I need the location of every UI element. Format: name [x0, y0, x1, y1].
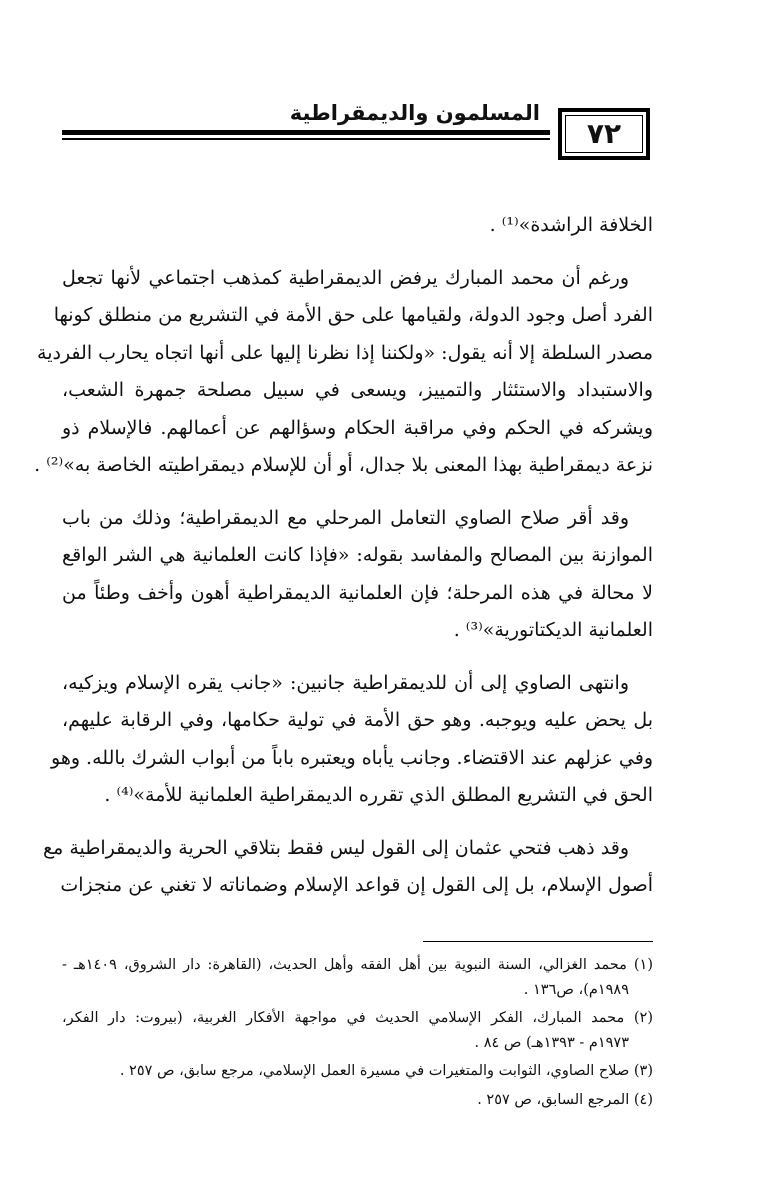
body-line: مصدر السلطة إلا أنه يقول: «ولكننا إذا نظرنا إليها على أنها اتجاه يحارب الفردية — [37, 341, 653, 364]
body-line: والاستبداد والاستئثار والتمييز، ويسعى في سبيل مصلحة جمهرة الشعب، — [62, 379, 653, 401]
body-line: وانتهى الصاوي إلى أن للديمقراطية جانبين: «جانب يقره الإسلام ويزكيه، — [62, 671, 629, 694]
footnote-line: (٢) محمد المبارك، الفكر الإسلامي الحديث في مواجهة الأفكار الغربية، (بيروت: دار الفكر، — [62, 1010, 653, 1026]
body-line: الحق في التشريع المطلق الذي تقرره الديمقراطية العلمانية للأمة»⁽⁴⁾ . — [104, 784, 653, 806]
footnotes — [62, 953, 653, 1112]
page-header — [62, 96, 650, 166]
running-title: المسلمون والديمقراطية — [289, 101, 540, 125]
page-number: ٧٢ — [586, 117, 622, 150]
page-number-box — [558, 108, 650, 160]
body-line: بل يحض عليه ويوجبه. وهو حق الأمة في تولية حكامها، وفي الرقابة عليهم، — [62, 709, 653, 731]
body-line: لا محالة في هذه المرحلة؛ فإن العلمانية الديمقراطية أهون وأخف وطئاً من — [62, 581, 653, 604]
footnote-line: ١٩٨٩م)، ص١٣٦ . — [523, 981, 629, 998]
body-line: العلمانية الديكتاتورية»⁽³⁾ . — [453, 619, 653, 641]
body-line: وفي عزلهم عند الاقتضاء. وجانب يأباه ويعتبره باباً من أبواب الشرك بالله. وهو — [51, 746, 653, 769]
footnote-line: (١) محمد الغزالي، السنة النبوية بين أهل الفقه وأهل الحديث، (القاهرة: دار الشروق، ١٤٠٩هـ - — [62, 957, 653, 973]
body-line: ويشركه في الحكم وفي مراقبة الحكام وسؤالهم عن أعمالهم. فالإسلام ذو — [62, 416, 653, 439]
body-line: وقد أقر صلاح الصاوي التعامل المرحلي مع الديمقراطية؛ وذلك من باب — [62, 506, 629, 529]
body-line: الفرد أصل وجود الدولة، ولقيامها على حق الأمة في التشريع من منطلق كونها — [53, 304, 653, 326]
body-line: الخلافة الراشدة»⁽¹⁾ . — [489, 214, 653, 236]
body-text — [34, 207, 653, 905]
body-line: أصول الإسلام، بل إلى القول إن قواعد الإسلام وضماناته لا تغني عن منجزات — [60, 874, 653, 896]
body-line: ورغم أن محمد المبارك يرفض الديمقراطية كمذهب اجتماعي لأنها تجعل — [62, 266, 629, 289]
footnote-line: (٤) المرجع السابق، ص ٢٥٧ . — [477, 1091, 653, 1108]
body-line: الموازنة بين المصالح والمفاسد بقوله: «فإذا كانت العلمانية هي الشر الواقع — [62, 544, 653, 566]
header-rule-thin — [62, 138, 550, 140]
footnote-separator — [423, 941, 653, 942]
footnote-line: ١٩٧٣م - ١٣٩٣هـ) ص ٨٤ . — [474, 1034, 629, 1051]
footnote-line: (٣) صلاح الصاوي، الثوابت والمتغيرات في مسيرة العمل الإسلامي، مرجع سابق، ص ٢٥٧ . — [119, 1063, 653, 1079]
header-rule-thick — [62, 130, 550, 135]
body-line: نزعة ديمقراطية بهذا المعنى بلا جدال، أو أن للإسلام ديمقراطيته الخاصة به»⁽²⁾ . — [34, 454, 653, 476]
body-line: وقد ذهب فتحي عثمان إلى القول ليس فقط بتلاقي الحرية والديمقراطية مع — [43, 836, 629, 859]
